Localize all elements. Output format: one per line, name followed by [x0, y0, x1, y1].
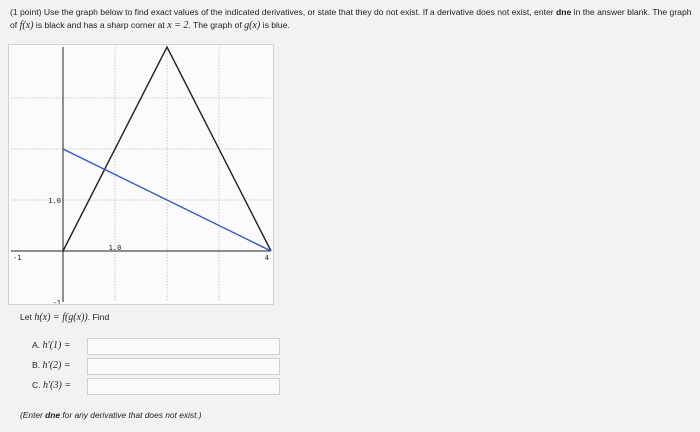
dne-keyword: dne	[556, 7, 572, 17]
corner-location: x = 2	[167, 19, 189, 31]
answer-input-c[interactable]	[87, 378, 280, 395]
graph-panel	[8, 44, 274, 305]
answer-label-c: C. h′(3) =	[32, 380, 72, 391]
answer-label-b: B. h′(2) =	[32, 360, 71, 371]
g-of-x-label: g(x)	[244, 19, 261, 31]
problem-text-intro: (1 point) Use the graph below to find exact values of the indicated derivatives, or state that they do not exist. If a derivative does not exist, enter	[10, 7, 557, 17]
answer-input-a[interactable]	[87, 338, 280, 355]
question-prompt	[20, 312, 109, 323]
answer-label-a: A. h′(1) =	[32, 340, 71, 351]
problem-statement	[10, 6, 694, 32]
problem-text-mid3: . The graph of	[188, 19, 245, 30]
tick-label-x-max: 4	[264, 254, 269, 262]
tick-label-x-min: -1	[13, 254, 22, 262]
problem-text-mid: in the answer blank. The graph of	[10, 7, 692, 30]
tick-label-y-min: -1	[52, 299, 61, 304]
function-graph	[9, 45, 273, 304]
problem-text-suffix: is blue.	[260, 19, 290, 30]
tick-label-x-one: 1.0	[108, 244, 122, 252]
answer-input-b[interactable]	[87, 358, 280, 375]
answer-row-b	[32, 358, 292, 375]
tick-label-y-one: 1.0	[48, 197, 61, 205]
dne-footnote: (Enter dne for any derivative that does not exist.)	[20, 410, 202, 420]
answer-row-c	[32, 378, 292, 395]
footnote-dne-keyword: dne	[45, 410, 61, 420]
let-suffix: . Find	[87, 312, 110, 322]
problem-text-mid2: is black and has a sharp corner at	[33, 19, 168, 30]
f-of-x-label: f(x)	[19, 19, 34, 31]
let-prefix: Let	[20, 312, 35, 322]
answer-row-a	[32, 338, 292, 355]
h-definition: h(x) = f(g(x))	[34, 312, 88, 323]
